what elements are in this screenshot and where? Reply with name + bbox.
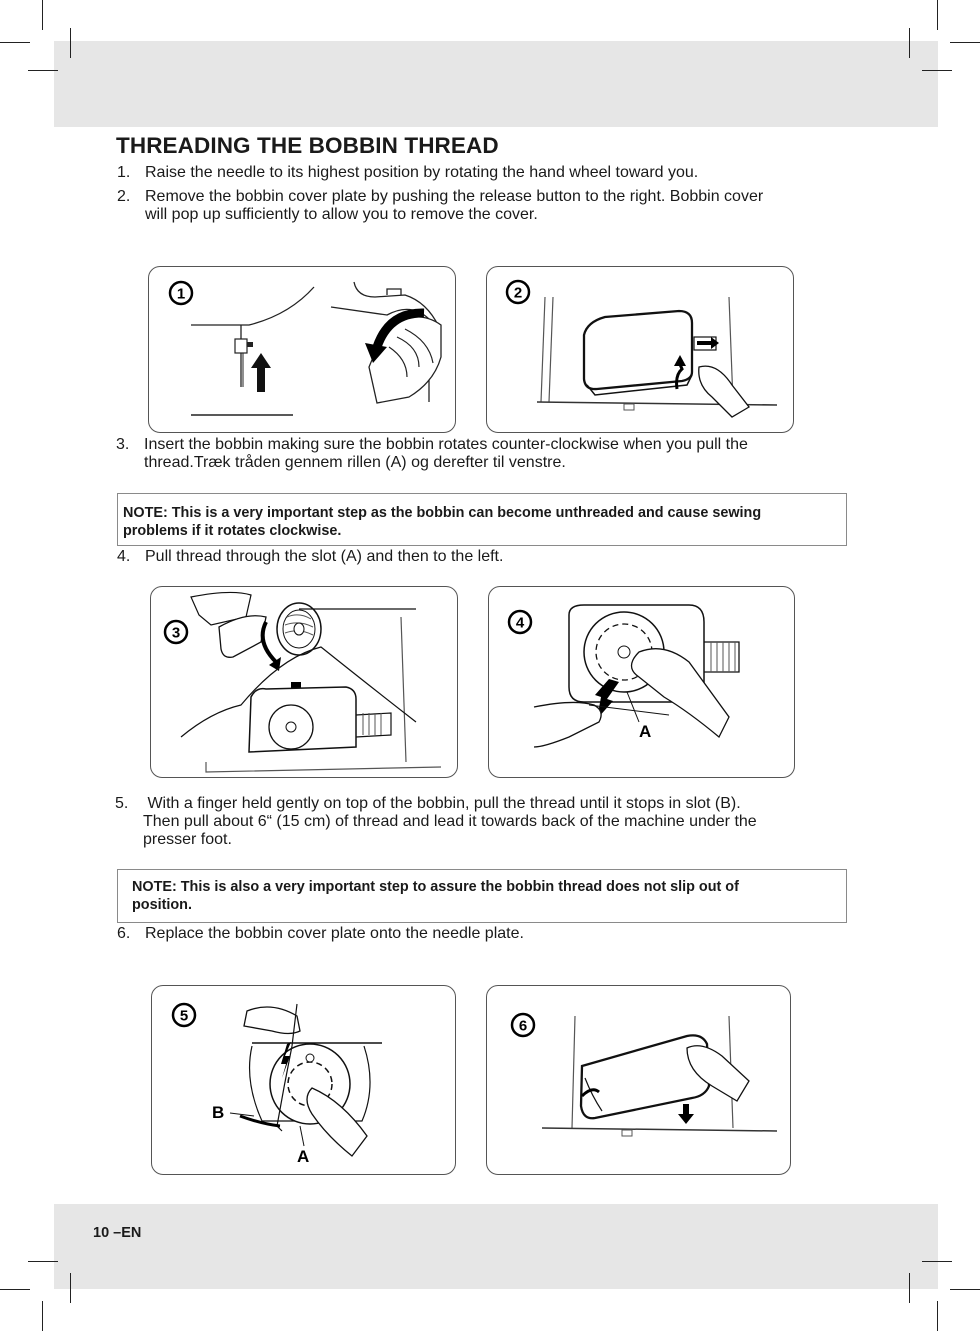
figure-number: 2 xyxy=(513,284,523,302)
step-2 xyxy=(117,188,857,228)
label-a: A xyxy=(639,722,652,741)
step-text-line1: Remove the bobbin cover plate by pushing the release button to the right. Bobbin cover xyxy=(145,188,764,205)
note-line1: NOTE: This is a very important step as the bobbin can become unthreaded and cause sewing xyxy=(123,505,762,521)
figure-4-thread-slot xyxy=(488,586,795,778)
step-text-line2: thread.Træk tråden gennem rillen (A) og derefter til venstre. xyxy=(144,454,566,471)
note-box-1 xyxy=(117,493,847,546)
figure-3-insert-bobbin xyxy=(150,586,458,778)
note-line1: NOTE: This is also a very important step to assure the bobbin thread does not slip out of xyxy=(132,879,739,895)
step-6 xyxy=(117,925,857,945)
step-5 xyxy=(115,795,855,855)
note-line2: position. xyxy=(132,897,192,913)
figure-number: 6 xyxy=(518,1017,528,1035)
step-number: 6. xyxy=(117,925,131,942)
footer-band xyxy=(54,1204,938,1289)
step-number: 4. xyxy=(117,548,131,565)
step-text-line3: presser foot. xyxy=(143,831,232,848)
page-number: 10 –EN xyxy=(93,1225,142,1241)
label-a: A xyxy=(297,1147,310,1166)
step-4 xyxy=(117,548,857,568)
page-title: THREADING THE BOBBIN THREAD xyxy=(116,133,499,158)
step-text: Replace the bobbin cover plate onto the needle plate. xyxy=(145,925,524,942)
step-number: 2. xyxy=(117,188,131,205)
figure-number: 1 xyxy=(176,285,186,303)
label-b: B xyxy=(212,1103,225,1122)
figure-5-pull-thread xyxy=(151,985,456,1175)
step-number: 1. xyxy=(117,164,131,181)
step-text-line1: Insert the bobbin making sure the bobbin rotates counter-clockwise when you pull the xyxy=(144,436,748,453)
figure-number: 5 xyxy=(179,1007,189,1025)
step-number: 3. xyxy=(116,436,130,453)
step-text: Raise the needle to its highest position by rotating the hand wheel toward you. xyxy=(145,164,699,181)
step-number: 5. xyxy=(115,795,129,812)
step-text: Pull thread through the slot (A) and then to the left. xyxy=(145,548,504,565)
step-text-line2: will pop up sufficiently to allow you to remove the cover. xyxy=(145,206,538,223)
header-band xyxy=(54,41,938,127)
figure-6-replace-cover xyxy=(486,985,791,1175)
figure-2-remove-cover xyxy=(486,266,794,433)
note-box-2 xyxy=(117,869,847,923)
step-3 xyxy=(116,436,856,476)
figure-number: 4 xyxy=(515,614,525,632)
figure-1-raise-needle xyxy=(148,266,456,433)
note-line2: problems if it rotates clockwise. xyxy=(123,523,342,539)
step-1 xyxy=(117,164,857,184)
step-text-line1: With a finger held gently on top of the bobbin, pull the thread until it stops in slot (B). xyxy=(143,795,741,812)
figure-number: 3 xyxy=(171,624,181,642)
step-text-line2: Then pull about 6“ (15 cm) of thread and lead it towards back of the machine under the xyxy=(143,813,757,830)
